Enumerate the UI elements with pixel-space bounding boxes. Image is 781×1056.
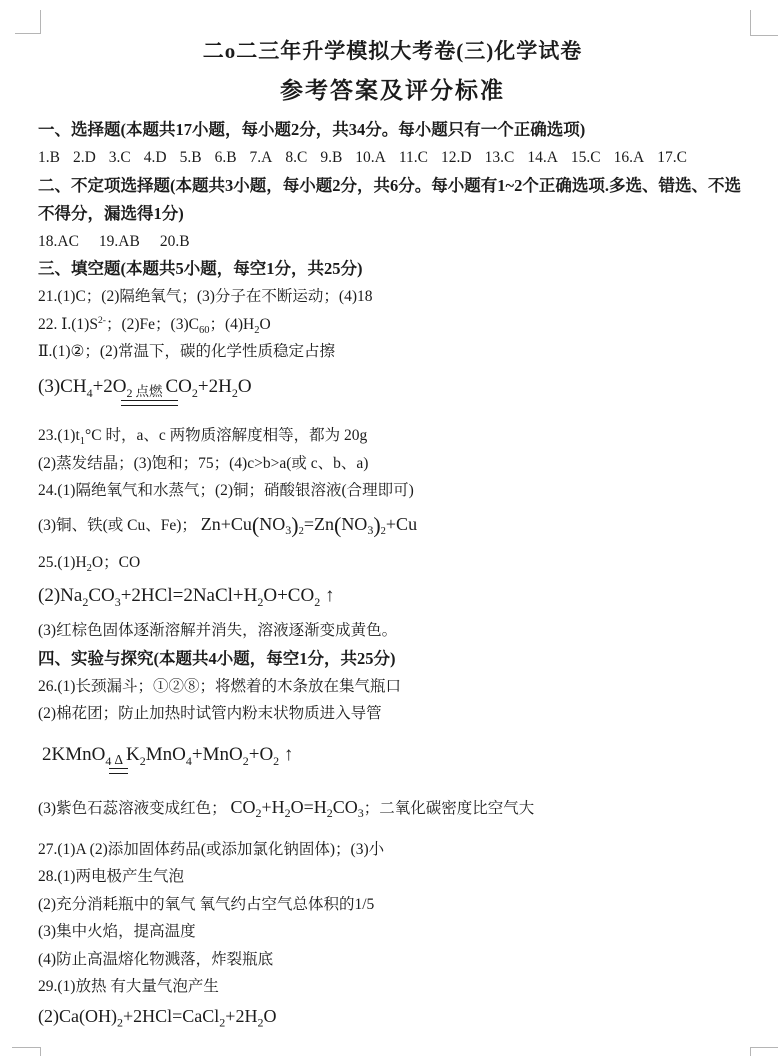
answer-line-24-1: 24.(1)隔绝氧气和水蒸气；(2)铜；硝酸银溶液(合理即可) — [38, 482, 414, 500]
answer-item: 2.D — [72, 149, 96, 166]
answer-line-28-4: (4)防止高温熔化物溅落，炸裂瓶底 — [38, 950, 274, 968]
section-1-answers — [38, 144, 747, 172]
equation-methane-combustion: $(3)CH_4+2O_2$ 点燃 $CO_2+2H_2O$ — [38, 376, 747, 407]
equation-calcium-hydroxide-hcl: $(2)Ca(OH)_2+2HCl=CaCl_2+2H_2O$ — [38, 1005, 277, 1030]
answer-line-26-3: (3)紫色石蕊溶液变成红色； $CO_2+H_2O=H_2CO_3$；二氧化碳密度比空气大 — [38, 797, 535, 821]
answer-line-27: 27.(1)A (2)添加固体药品(或添加氯化钠固体)；(3)小 — [38, 840, 385, 858]
answer-line-21: 21.(1)C；(2)隔绝氧气；(3)分子在不断运动；(4)18 — [38, 288, 373, 305]
answer-line-29-1: 29.(1)放热 有大量气泡产生 — [38, 978, 219, 996]
reaction-condition: Δ — [114, 752, 123, 775]
crop-mark-top-right — [750, 10, 778, 36]
section-2-heading: 二、不定项选择题(本题共3小题，每小题2分，共6分。每小题有1~2个正确选项.多选、错选、不选不得分，漏选得1分) — [38, 175, 741, 223]
answer-line-25-1: $25.(1)H_2O$；CO — [38, 554, 141, 575]
answer-item: 4.D — [143, 149, 167, 166]
section-4-heading: 四、实验与探究(本题共4小题，每空1分，共25分) — [38, 648, 396, 668]
answer-item: 13.C — [484, 149, 515, 166]
crop-mark-bottom-right — [750, 1047, 778, 1056]
answer-line-28-2: (2)充分消耗瓶中的氧气 氧气约占空气总体积的1/5 — [38, 895, 375, 913]
answer-line-23-1: $23.(1)t_1^\circ C$ 时，a、c 两物质溶解度相等，都为 20g — [38, 427, 368, 448]
answer-item: 8.C — [285, 149, 308, 166]
answer-item: 14.A — [527, 149, 558, 166]
answer-item: 6.B — [214, 149, 237, 166]
equation-sodium-carbonate-hcl: $(2)Na_2CO_3+2HCl=2NaCl+H_2O+CO_2$ ↑ — [38, 584, 335, 609]
answer-item: 12.D — [441, 149, 472, 166]
page-title: 二o二三年升学模拟大考卷(三)化学试卷 — [202, 39, 583, 63]
answer-item: 15.C — [570, 149, 601, 166]
answer-item: 5.B — [179, 149, 202, 166]
answer-item: 17.C — [657, 149, 687, 166]
crop-mark-bottom-left — [12, 1047, 41, 1056]
section-1-heading: 一、选择题(本题共17小题，每小题2分，共34分。每小题只有一个正确选项) — [38, 120, 586, 139]
answer-line-23-2: (2)蒸发结晶；(3)饱和；75；(4)c>b>a(或 c、b、a) — [38, 454, 369, 472]
answer-item: 9.B — [320, 149, 343, 166]
answer-item: 18.AC — [38, 232, 79, 250]
answer-item: 10.A — [355, 149, 386, 166]
equation-zinc-copper-nitrate: (3)铜、铁(或 Cu、Fe)； $Zn+Cu(NO_3)_2=Zn(NO_3)_2+Cu$ — [38, 512, 418, 538]
answer-item: 1.B — [38, 149, 60, 166]
answer-item: 11.C — [398, 149, 429, 166]
crop-mark-top-left — [15, 10, 41, 34]
answer-line-28-3: (3)集中火焰，提高温度 — [38, 923, 196, 941]
answer-item: 7.A — [249, 149, 273, 166]
answer-item: 19.AB — [98, 232, 140, 250]
document-body — [38, 116, 747, 1030]
answer-line-28-1: 28.(1)两电极产生气泡 — [38, 868, 184, 886]
answer-line-22-part2: Ⅱ.(1)②；(2)常温下，碳的化学性质稳定占擦 — [38, 343, 335, 360]
section-3-heading: 三、填空题(本题共5小题，每空1分，共25分) — [38, 259, 363, 278]
answer-line-26-2: (2)棉花团；防止加热时试管内粉末状物质进入导管 — [38, 705, 382, 723]
section-2-answers — [38, 228, 747, 256]
answer-item: 3.C — [108, 149, 131, 166]
answer-line-26-1: 26.(1)长颈漏斗；①②⑧；将燃着的木条放在集气瓶口 — [38, 677, 401, 695]
answer-item: 16.A — [613, 149, 645, 166]
answer-line-25-3: (3)红棕色固体逐渐溶解并消失，溶液逐渐变成黄色。 — [38, 622, 398, 640]
reaction-condition: 点燃 — [136, 384, 163, 407]
answer-item: 20.B — [159, 232, 190, 250]
answer-line-22-part1: 22. $Ⅰ.(1)S^{2-}$；(2)Fe；$(3)C_{60}$；$(4)H_2O$ — [38, 314, 271, 336]
document-content — [38, 36, 747, 1030]
page-subtitle: 参考答案及评分标准 — [280, 78, 505, 103]
equation-potassium-permanganate: 2KMnO$_4$ Δ $K_2MnO_4+MnO_2+O_2$ ↑ — [38, 744, 747, 775]
